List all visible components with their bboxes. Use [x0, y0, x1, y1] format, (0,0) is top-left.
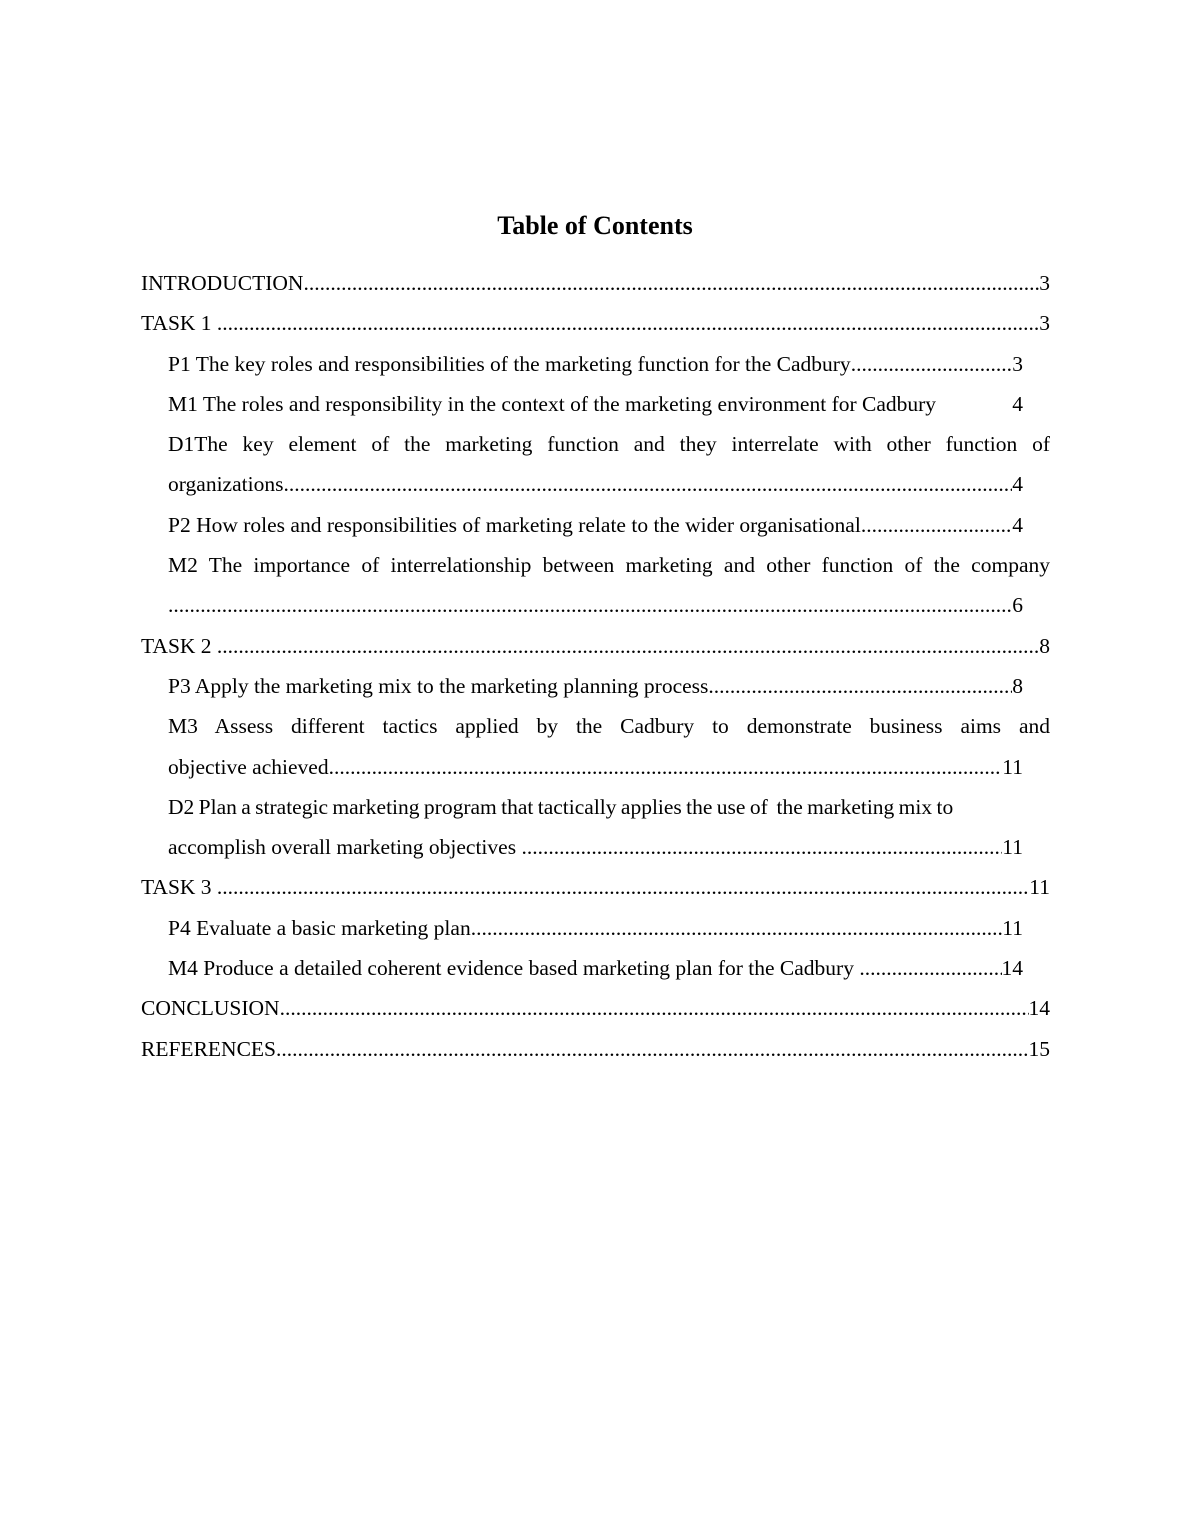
- toc-entry-label: D2 Plan a strategic marketing program that tactically applies the use of the marketing mix to: [168, 794, 954, 819]
- toc-page-number: 8: [1012, 673, 1023, 698]
- toc-page-number: 4: [1012, 472, 1023, 497]
- toc-entry-m1[interactable]: [168, 384, 1023, 424]
- dot-leader: [859, 948, 1001, 988]
- toc-page-number: 4: [1012, 512, 1023, 537]
- toc-entry-d2-line-1[interactable]: [168, 787, 1050, 827]
- toc-page-number: 15: [1028, 1036, 1050, 1061]
- dot-leader: [217, 626, 1039, 666]
- dot-leader: [283, 464, 1012, 504]
- toc-page-number: 11: [1002, 835, 1023, 860]
- toc-entry-label: TASK 2: [141, 633, 217, 658]
- toc-page-number: 3: [1039, 271, 1050, 295]
- toc-entry-label: CONCLUSION: [141, 996, 280, 1021]
- page-title: Table of Contents: [497, 211, 693, 240]
- toc-entry-d1-line-1[interactable]: D1The key element of the marketing function and they interrelate with other function of: [168, 432, 1050, 457]
- toc-entry-label: P2 How roles and responsibilities of marketing relate to the wider organisational: [168, 512, 861, 537]
- toc-entry-conclusion[interactable]: [141, 988, 1050, 1028]
- toc-entry-label: organizations: [168, 472, 284, 497]
- toc-page-number: 4: [1012, 391, 1023, 416]
- toc-entry-label: P4 Evaluate a basic marketing plan: [168, 915, 471, 940]
- toc-page-number: 11: [1002, 915, 1023, 940]
- dot-leader: [851, 344, 1013, 384]
- toc-entry-label: P1 The key roles and responsibilities of the marketing function for the Cadbury: [168, 351, 851, 376]
- table-of-contents: [141, 263, 1050, 1069]
- toc-entry-d1-line-2[interactable]: [168, 464, 1023, 504]
- toc-entry-label: TASK 3: [141, 875, 217, 900]
- dot-leader: [329, 747, 1003, 787]
- dot-leader: [280, 988, 1029, 1028]
- toc-page-number: 6: [1012, 593, 1023, 618]
- toc-entry-references[interactable]: [141, 1029, 1050, 1069]
- toc-page-number: 11: [1029, 875, 1050, 900]
- toc-page-number: 14: [1028, 996, 1050, 1021]
- toc-entry-task-1[interactable]: [141, 303, 1050, 343]
- dot-leader: [217, 303, 1039, 343]
- dot-leader: [217, 867, 1029, 907]
- toc-entry-introduction[interactable]: [141, 263, 1050, 303]
- toc-entry-label: M1 The roles and responsibility in the context of the marketing environment for Cadbury: [168, 391, 937, 416]
- dot-leader: [303, 263, 1039, 303]
- toc-entry-label: INTRODUCTION: [141, 271, 304, 295]
- toc-entry-m4[interactable]: [168, 948, 1023, 988]
- toc-entry-label: REFERENCES: [141, 1036, 276, 1061]
- toc-entry-p2[interactable]: [168, 505, 1023, 545]
- toc-entry-m2-line-2[interactable]: [168, 585, 1023, 625]
- toc-entry-label: objective achieved: [168, 754, 329, 779]
- toc-entry-m2-line-1[interactable]: M2 The importance of interrelationship between marketing and other function of the company: [168, 553, 1050, 578]
- toc-entry-label: M4 Produce a detailed coherent evidence based marketing plan for the Cadbury: [168, 956, 860, 981]
- toc-page-number: 8: [1039, 633, 1050, 658]
- toc-entry-task-2[interactable]: [141, 626, 1050, 666]
- toc-entry-d2-line-2[interactable]: [168, 827, 1023, 867]
- dot-leader: [521, 827, 1002, 867]
- toc-entry-label: accomplish overall marketing objectives: [168, 835, 522, 860]
- toc-entry-p3[interactable]: [168, 666, 1023, 706]
- toc-page-number: 3: [1012, 351, 1023, 376]
- dot-leader: [861, 505, 1012, 545]
- toc-entry-task-3[interactable]: [141, 867, 1050, 907]
- toc-page-number: 11: [1002, 754, 1023, 779]
- toc-page-number: 3: [1039, 311, 1050, 336]
- toc-entry-label: P3 Apply the marketing mix to the marketing planning process: [168, 673, 709, 698]
- dot-leader: [276, 1029, 1029, 1069]
- toc-entry-p4[interactable]: [168, 908, 1023, 948]
- toc-entry-m3-line-2[interactable]: [168, 747, 1023, 787]
- toc-entry-label: TASK 1: [141, 311, 217, 336]
- dot-leader: [471, 908, 1003, 948]
- toc-page-number: 14: [1001, 956, 1023, 981]
- toc-entry-p1[interactable]: [168, 344, 1023, 384]
- toc-entry-m3-line-1[interactable]: M3 Assess different tactics applied by the Cadbury to demonstrate business aims and: [168, 714, 1050, 739]
- dot-leader: [708, 666, 1012, 706]
- dot-leader: [936, 384, 1012, 424]
- dot-leader: [168, 585, 1012, 625]
